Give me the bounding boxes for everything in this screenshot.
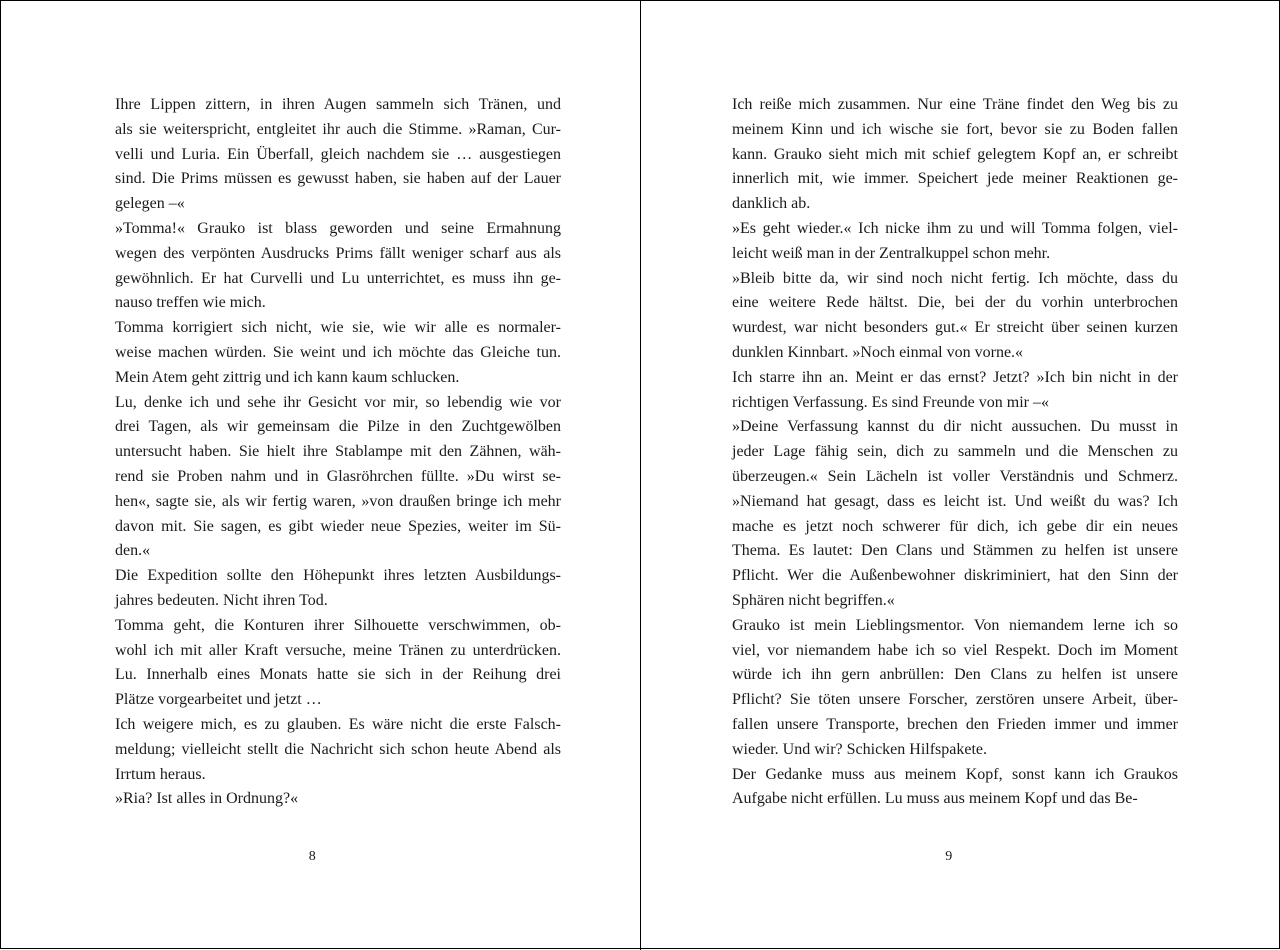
text-line: mache es jetzt noch schwerer für dich, ich gebe dir ein neues — [732, 517, 1178, 535]
text-line: dunklen Kinnbart. »Noch einmal von vorne.« — [732, 343, 1024, 361]
text-line: Thema. Es lautet: Den Clans und Stämmen zu helfen ist unsere — [732, 542, 1178, 560]
text-line: velli und Luria. Ein Überfall, gleich nachdem sie … ausgestiegen — [115, 145, 561, 163]
text-line: wurdest, war nicht besonders gut.« Er streicht über seinen kurzen — [732, 319, 1178, 337]
text-line: wieder. Und wir? Schicken Hilfspakete. — [732, 740, 988, 758]
text-line: wegen des verpönten Ausdrucks Prims fällt weniger scharf aus als — [115, 244, 561, 262]
text-line: Sphären nicht begriffen.« — [732, 591, 895, 609]
text-line: »Ria? Ist alles in Ordnung?« — [115, 790, 299, 808]
text-line: leicht weiß man in der Zentralkuppel schon mehr. — [732, 244, 1051, 262]
text-line: Lu, denke ich und sehe ihr Gesicht vor mir, so lebendig wie vor — [115, 393, 561, 411]
text-line: Der Gedanke muss aus meinem Kopf, sonst kann ich Graukos — [732, 765, 1178, 783]
text-line: eine weitere Rede hältst. Die, bei der du vorhin unterbrochen — [732, 294, 1178, 312]
text-line: Pflicht? Sie töten unsere Forscher, zerstören unsere Arbeit, über- — [732, 691, 1178, 709]
text-line: untersucht haben. Sie hielt ihre Stablampe mit den Zähnen, wäh- — [115, 443, 561, 461]
paragraph — [720, 217, 1178, 267]
right-page-number: 9 — [945, 849, 953, 864]
text-line: gelegen –« — [115, 195, 185, 213]
text-line: »Deine Verfassung kannst du dir nicht aussuchen. Du musst in — [732, 418, 1178, 436]
left-page-number: 8 — [308, 849, 317, 864]
right-page-text — [720, 93, 1178, 812]
text-line: nauso treffen wie mich. — [115, 294, 266, 312]
paragraph — [720, 763, 1178, 813]
paragraph — [720, 267, 1178, 366]
text-line: »Es geht wieder.« Ich nicke ihm zu und will Tomma folgen, viel- — [732, 219, 1178, 237]
text-line: »Bleib bitte da, wir sind noch nicht fertig. Ich möchte, dass du — [732, 269, 1178, 287]
text-line: drei Tagen, als wir gemeinsam die Pilze in den Zuchtgewölben — [115, 418, 561, 436]
paragraph — [103, 713, 561, 787]
text-line: kann. Grauko sieht mich mit schief gelegtem Kopf an, er schreibt — [732, 145, 1178, 163]
paragraph — [720, 614, 1178, 763]
text-line: Ihre Lippen zittern, in ihren Augen sammeln sich Tränen, und — [115, 96, 561, 113]
paragraph — [720, 93, 1178, 217]
text-line: Pflicht. Wer die Außenbewohner diskriminiert, hat den Sinn der — [732, 567, 1178, 585]
text-line: innerlich mit, wie immer. Speichert jede meiner Reaktionen ge- — [732, 170, 1178, 188]
paragraph — [103, 217, 561, 316]
text-line: »Niemand hat gesagt, dass es leicht ist. Und weißt du was? Ich — [732, 492, 1178, 510]
text-line: Lu. Innerhalb eines Monats hatte sie sich in der Reihung drei — [115, 666, 561, 684]
paragraph — [103, 316, 561, 390]
text-line: würde ich ihn gern anbrüllen: Den Clans zu helfen ist unsere — [732, 666, 1178, 684]
text-line: wohl ich mit aller Kraft versuche, meine Tränen zu unterdrücken. — [115, 641, 561, 659]
text-line: meldung; vielleicht stellt die Nachricht sich schon heute Abend als — [115, 740, 561, 758]
text-line: richtigen Verfassung. Es sind Freunde von mir –« — [732, 393, 1049, 411]
text-line: den.« — [115, 542, 151, 560]
left-page-text — [103, 93, 561, 812]
text-line: gewöhnlich. Er hat Curvelli und Lu unterrichtet, es muss ihn ge- — [115, 269, 561, 287]
text-line: Irrtum heraus. — [115, 765, 206, 783]
text-line: jeder Lage fähig sein, dich zu sammeln und die Menschen zu — [732, 443, 1178, 461]
text-line: sind. Die Prims müssen es gewusst haben, sie haben auf der Lauer — [115, 170, 561, 188]
text-line: Aufgabe nicht erfüllen. Lu muss aus meinem Kopf und das Be- — [732, 790, 1138, 808]
text-line: Tomma geht, die Konturen ihrer Silhouette verschwimmen, ob- — [115, 616, 561, 634]
text-line: jahres bedeuten. Nicht ihren Tod. — [115, 591, 328, 609]
text-line: Ich weigere mich, es zu glauben. Es wäre nicht die erste Falsch- — [115, 715, 561, 733]
text-line: Ich starre ihn an. Meint er das ernst? Jetzt? »Ich bin nicht in der — [732, 368, 1178, 386]
text-line: überzeugen.« Sein Lächeln ist voller Verständnis und Schmerz. — [732, 467, 1178, 485]
text-line: rend sie Proben nahm und in Glasröhrchen füllte. »Du wirst se- — [115, 467, 561, 485]
right-page — [641, 1, 1280, 950]
text-line: meinem Kinn und ich wische sie fort, bevor sie zu Boden fallen — [732, 120, 1178, 138]
paragraph — [103, 391, 561, 565]
paragraph — [103, 614, 561, 713]
text-line: Plätze vorgearbeitet und jetzt … — [115, 691, 322, 709]
text-line: fallen unsere Transporte, brechen den Frieden immer und immer — [732, 715, 1178, 733]
text-line: Grauko ist mein Lieblingsmentor. Von niemandem lerne ich so — [732, 616, 1178, 634]
text-line: danklich ab. — [732, 195, 811, 213]
text-line: Tomma korrigiert sich nicht, wie sie, wie wir alle es normaler- — [115, 319, 561, 337]
paragraph — [103, 564, 561, 614]
text-line: viel, vor niemandem habe ich so viel Respekt. Doch im Moment — [732, 641, 1178, 659]
paragraph — [720, 415, 1178, 613]
paragraph — [103, 93, 561, 217]
text-line: weise machen würden. Sie weint und ich möchte das Gleiche tun. — [115, 343, 561, 361]
paragraph — [720, 366, 1178, 416]
text-line: Die Expedition sollte den Höhepunkt ihres letzten Ausbildungs- — [115, 567, 561, 585]
text-line: davon mit. Sie sagen, es gibt wieder neue Spezies, weiter im Sü- — [115, 517, 561, 535]
text-line: Mein Atem geht zittrig und ich kann kaum schlucken. — [115, 368, 460, 386]
paragraph — [103, 787, 561, 812]
left-page — [1, 1, 640, 950]
text-line: hen«, sagte sie, als wir fertig waren, »von draußen bringe ich mehr — [115, 492, 561, 510]
text-line: als sie weiterspricht, entgleitet ihr auch die Stimme. »Raman, Cur- — [115, 120, 561, 138]
text-line: Ich reiße mich zusammen. Nur eine Träne findet den Weg bis zu — [732, 96, 1178, 113]
text-line: »Tomma!« Grauko ist blass geworden und seine Ermahnung — [115, 219, 561, 237]
